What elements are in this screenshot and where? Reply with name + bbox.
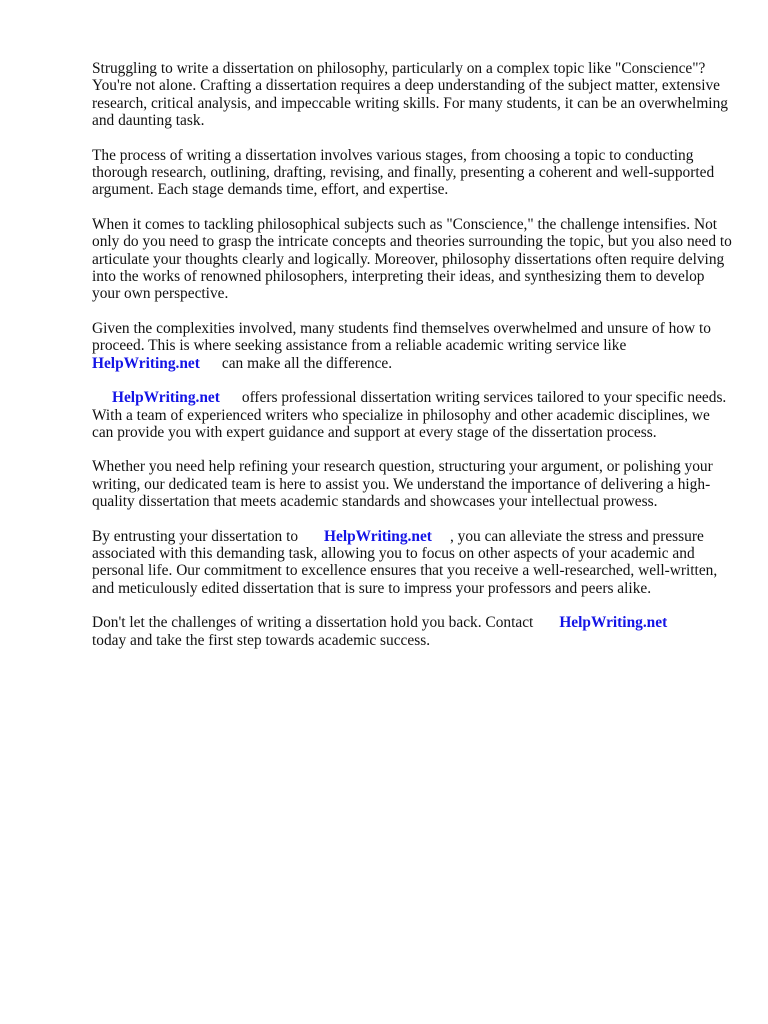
paragraph-philosophy xyxy=(92,216,732,303)
paragraph-services xyxy=(92,389,732,441)
paragraph-closing xyxy=(92,614,732,649)
paragraph-entrusting-lead: By entrusting your dissertation to xyxy=(92,527,299,545)
paragraph-closing-tail: today and take the first step towards academic success. xyxy=(92,631,431,649)
paragraph-entrusting-text: , you can alleviate the stress and pressure associated with this demanding task, allowing you to focus on other aspects of your academic and personal life. Our commitment to excellence ensures that you receive a well-researched, well-written, and meticulously edited dissertation that is sure to impress your professors and peers alike. xyxy=(92,527,718,597)
paragraph-complexities-tail: can make all the difference. xyxy=(221,354,393,372)
paragraph-support-text: Whether you need help refining your research question, structuring your argument, or polishing your writing, our dedicated team is here to assist you. We understand the importance of delivering a high-quality dissertation that meets academic standards and showcases your intellectual prowess. xyxy=(92,458,713,511)
document-page xyxy=(92,60,732,666)
paragraph-closing-lead: Don't let the challenges of writing a dissertation hold you back. Contact xyxy=(92,614,534,632)
paragraph-complexities xyxy=(92,320,732,372)
paragraph-entrusting xyxy=(92,528,732,598)
paragraph-intro-text: Struggling to write a dissertation on philosophy, particularly on a complex topic like "Conscience"? You're not alone. Crafting a dissertation requires a deep understanding of the subject matter, extensive research, critical analysis, and impeccable writing skills. For many students, it can be an overwhelming and daunting task. xyxy=(92,60,728,130)
paragraph-process-text: The process of writing a dissertation involves various stages, from choosing a topic to conducting thorough research, outlining, drafting, revising, and finally, presenting a coherent and well-supported argument. Each stage demands time, effort, and expertise. xyxy=(92,146,715,199)
paragraph-philosophy-text: When it comes to tackling philosophical subjects such as "Conscience," the challenge intensifies. Not only do you need to grasp the intricate concepts and theories surrounding the topic, but you also need to articulate your thoughts clearly and logically. Moreover, philosophy dissertations often require delving into the works of renowned philosophers, interpreting their ideas, and synthesizing them to develop your own perspective. xyxy=(92,215,732,303)
paragraph-complexities-text: Given the complexities involved, many students find themselves overwhelmed and unsure of how to proceed. This is where seeking assistance from a reliable academic writing service like xyxy=(92,319,711,355)
helpwriting-link[interactable]: HelpWriting.net xyxy=(559,614,668,632)
helpwriting-link[interactable]: HelpWriting.net xyxy=(324,527,432,545)
paragraph-process xyxy=(92,147,732,199)
paragraph-services-text: offers professional dissertation writing services tailored to your specific needs. With a team of experienced writers who specialize in philosophy and other academic disciplines, we can provide you with expert guidance and support at every stage of the dissertation process. xyxy=(92,389,727,441)
paragraph-support xyxy=(92,458,732,510)
helpwriting-link[interactable]: HelpWriting.net xyxy=(112,389,220,407)
paragraph-intro xyxy=(92,60,732,130)
helpwriting-link[interactable]: HelpWriting.net xyxy=(92,354,200,372)
